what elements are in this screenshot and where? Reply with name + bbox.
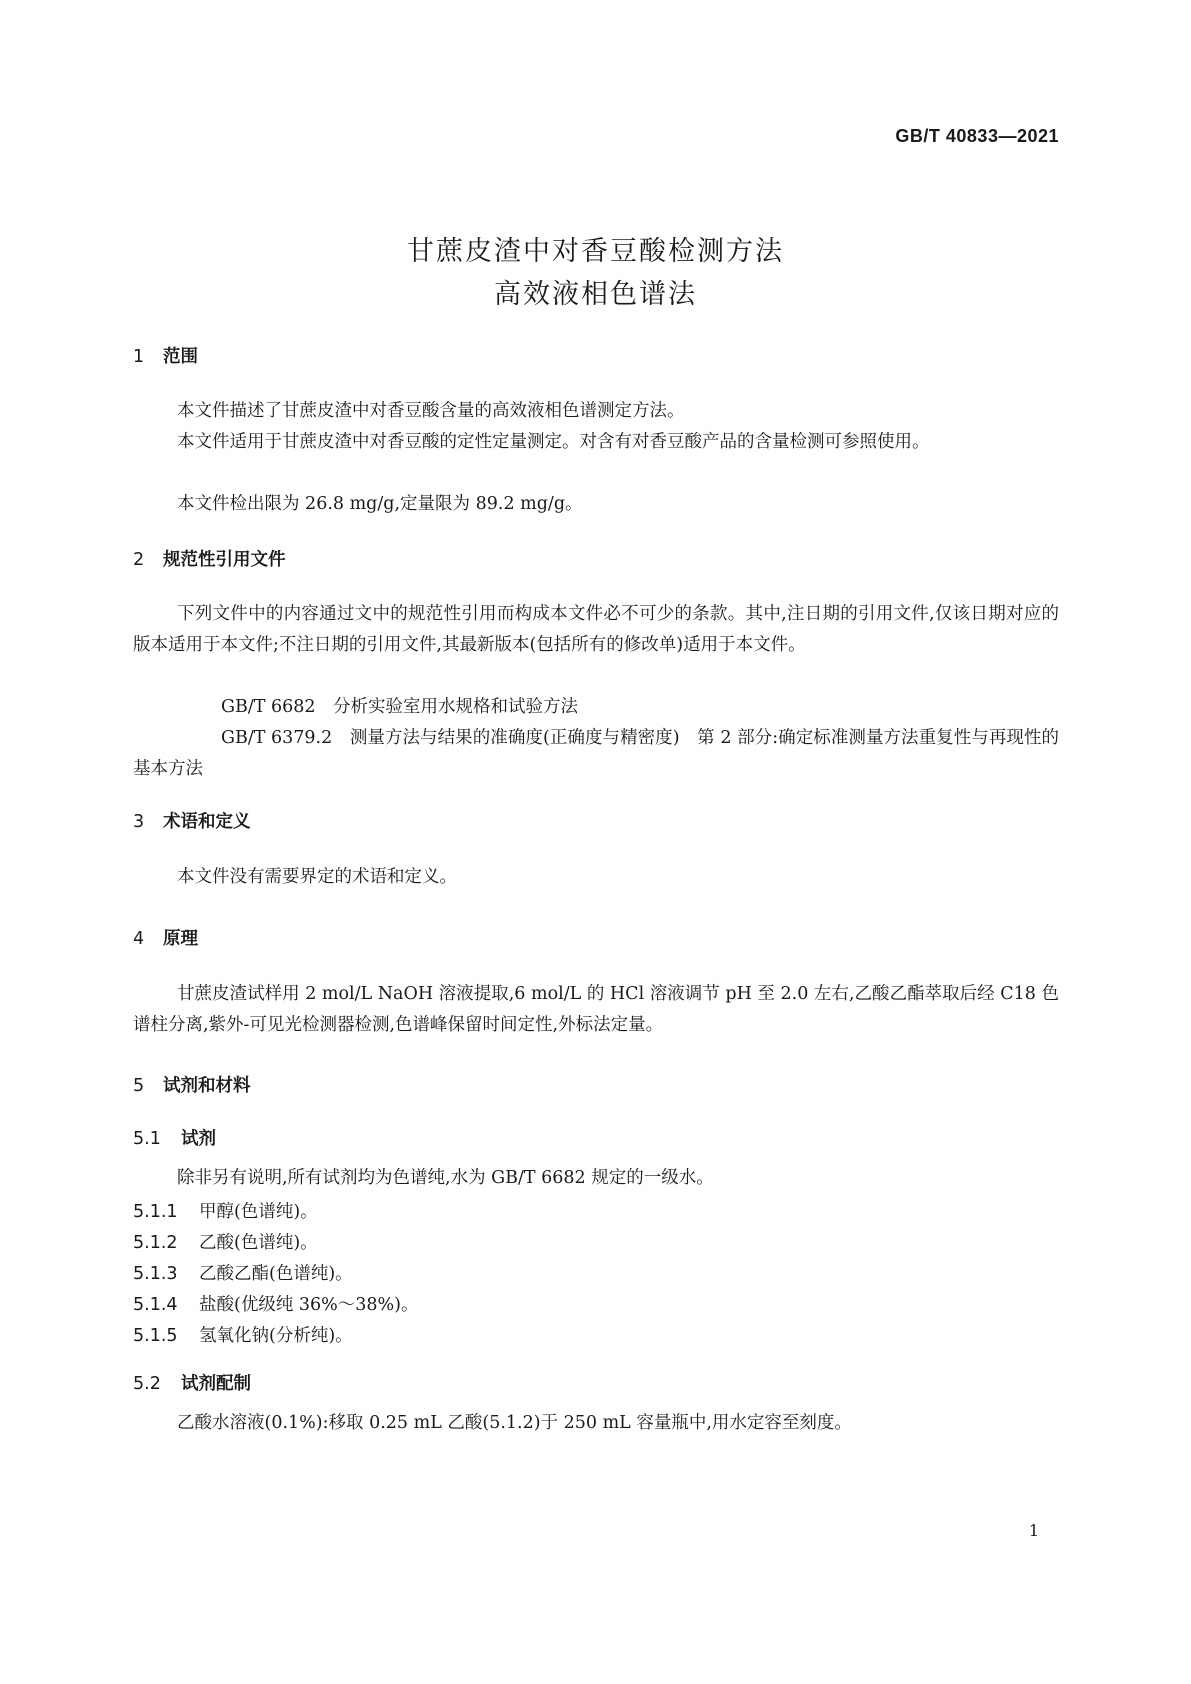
- reagent-item: [133, 1291, 419, 1316]
- section-number: 3: [133, 812, 145, 832]
- item-text: 氢氧化钠(分析纯)。: [199, 1326, 353, 1346]
- section-title: 规范性引用文件: [163, 550, 286, 570]
- section-title: 术语和定义: [163, 812, 251, 832]
- section-5-heading: [133, 1072, 251, 1097]
- item-text: 甲醇(色谱纯)。: [199, 1202, 318, 1222]
- section-number: 5: [133, 1076, 145, 1096]
- page-number: 1: [1028, 1521, 1039, 1540]
- reagent-item: [133, 1198, 318, 1223]
- section-2-paragraph-1: 下列文件中的内容通过文中的规范性引用而构成本文件必不可少的条款。其中,注日期的引用文件,仅该日期对应的版本适用于本文件;不注日期的引用文件,其最新版本(包括所有的修改单)适用于本文件。: [133, 604, 1059, 655]
- section-1-paragraph-2: 本文件适用于甘蔗皮渣中对香豆酸的定性定量测定。对含有对香豆酸产品的含量检测可参照使用。: [177, 432, 930, 452]
- section-4-heading: [133, 925, 198, 950]
- subsection-number: 5.2: [133, 1374, 161, 1394]
- item-number: 5.1.1: [133, 1202, 178, 1222]
- normative-reference: [133, 723, 1059, 785]
- reference-code: GB/T 6682: [221, 697, 316, 717]
- item-text: 盐酸(优级纯 36%～38%)。: [199, 1295, 419, 1315]
- section-title: 范围: [163, 347, 198, 367]
- section-number: 2: [133, 550, 145, 570]
- item-number: 5.1.2: [133, 1233, 178, 1253]
- item-text: 乙酸乙酯(色谱纯)。: [199, 1264, 353, 1284]
- reference-code: GB/T 6379.2: [221, 728, 333, 748]
- section-title: 试剂和材料: [163, 1076, 251, 1096]
- item-text: 乙酸(色谱纯)。: [199, 1233, 318, 1253]
- normative-reference: [133, 692, 1059, 723]
- section-title: 原理: [163, 929, 198, 949]
- subsection-5-1-heading: [133, 1125, 216, 1150]
- reagent-item: [133, 1322, 353, 1347]
- subsection-title: 试剂配制: [181, 1374, 251, 1394]
- subsection-5-2-paragraph: 乙酸水溶液(0.1%):移取 0.25 mL 乙酸(5.1.2)于 250 mL 容量瓶中,用水定容至刻度。: [177, 1413, 852, 1433]
- section-3-paragraph-1: 本文件没有需要界定的术语和定义。: [177, 867, 457, 887]
- subsection-5-2-heading: [133, 1370, 251, 1395]
- subsection-number: 5.1: [133, 1129, 161, 1149]
- reagent-item: [133, 1260, 353, 1285]
- reference-title: 分析实验室用水规格和试验方法: [333, 697, 579, 717]
- reference-title: 测量方法与结果的准确度(正确度与精密度) 第 2 部分:确定标准测量方法重复性与再现性的基本方法: [133, 728, 1060, 779]
- section-1-paragraph-1: 本文件描述了甘蔗皮渣中对香豆酸含量的高效液相色谱测定方法。: [177, 401, 685, 421]
- section-number: 4: [133, 929, 145, 949]
- document-subtitle: 高效液相色谱法: [494, 279, 697, 310]
- item-number: 5.1.3: [133, 1264, 178, 1284]
- section-3-heading: [133, 808, 251, 833]
- section-number: 1: [133, 347, 145, 367]
- section-1-heading: [133, 343, 198, 368]
- section-1-paragraph-3: 本文件检出限为 26.8 mg/g,定量限为 89.2 mg/g。: [177, 494, 583, 514]
- section-4-paragraph-1: 甘蔗皮渣试样用 2 mol/L NaOH 溶液提取,6 mol/L 的 HCl 溶液调节 pH 至 2.0 左右,乙酸乙酯萃取后经 C18 色谱柱分离,紫外-可见光检测器检测,色谱峰保留时间定性,外标法定量。: [133, 984, 1059, 1035]
- reagent-item: [133, 1229, 318, 1254]
- subsection-title: 试剂: [181, 1129, 216, 1149]
- subsection-5-1-paragraph: 除非另有说明,所有试剂均为色谱纯,水为 GB/T 6682 规定的一级水。: [177, 1168, 714, 1188]
- item-number: 5.1.4: [133, 1295, 178, 1315]
- standard-code: GB/T 40833—2021: [895, 126, 1059, 146]
- item-number: 5.1.5: [133, 1326, 178, 1346]
- document-title: 甘蔗皮渣中对香豆酸检测方法: [407, 236, 784, 267]
- section-2-heading: [133, 546, 286, 571]
